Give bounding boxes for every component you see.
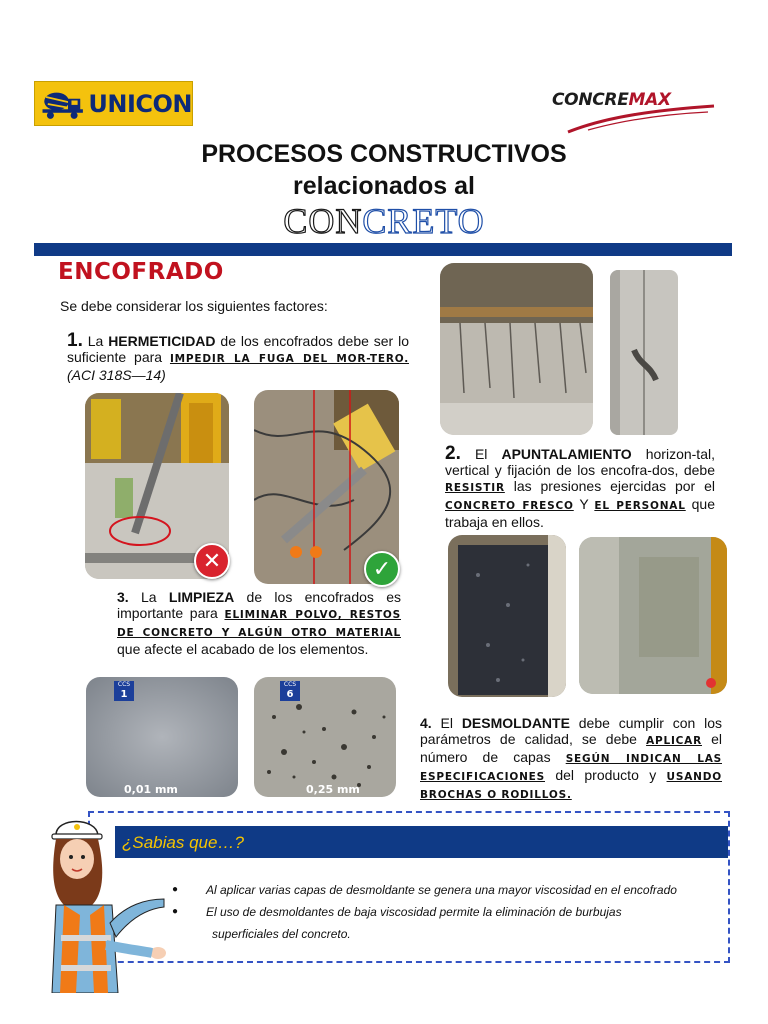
tip-bullet-2-line-1: El uso de desmoldantes de baja viscosidad permite la eliminación de burbujas (206, 905, 622, 919)
section-heading: ENCOFRADO (58, 259, 224, 285)
sample-tag-1: CCS 1 (117, 681, 131, 700)
surface-2-label: 0,25 mm (306, 783, 360, 796)
mixer-truck-icon (39, 84, 86, 124)
tip-bullet-2-line-2: superficiales del concreto. (212, 927, 351, 941)
concrete-wall-photo (579, 537, 727, 694)
item-3-paragraph: 3. La LIMPIEZA de los encofrados es importante para ELIMINAR POLVO, RESTOS DE CONCRETO Y ALGÚN OTRO MATERIAL que afecte el acabado de los elementos. (117, 589, 401, 657)
item-4-paragraph: 4. El DESMOLDANTE debe cumplir con los parámetros de calidad, se debe APLICAR el número de capas SEGÚN INDICAN LAS ESPECIFICACIONES del producto y USANDO BROCHAS O RODILLOS. (420, 715, 722, 801)
sample-tag-2: CCS 6 (283, 681, 297, 700)
release-agent-panel-photo (448, 535, 566, 697)
x-mark-icon: ✕ (194, 543, 230, 579)
bullet-icon: ● (172, 884, 179, 895)
surface-1-label: 0,01 mm (124, 783, 178, 796)
concremax-wordmark: CONCREMAX (552, 90, 671, 110)
surface-sample-photo-2 (254, 677, 396, 797)
title-line-1: PROCESOS CONSTRUCTIVOS (201, 140, 567, 168)
column-joint-photo (610, 270, 678, 435)
surface-sample-photo-1 (86, 677, 238, 797)
slab-formwork-photo (440, 263, 593, 435)
intro-text: Se debe considerar los siguientes factores: (60, 298, 328, 314)
item-1-paragraph: 1. La HERMETICIDAD de los encofrados debe ser lo suficiente para IMPEDIR LA FUGA DEL MOR-TERO. (ACI 318S—14) (67, 330, 409, 383)
item-2-paragraph: 2. El APUNTALAMIENTO horizon-tal, vertical y fijación de los encofra-dos, debe RESISTIR las presiones ejercidas por el CONCRETO FRESCO Y EL PERSONAL que trabaja en ellos. (445, 443, 715, 530)
title-concreto: CONCRETO (283, 201, 485, 241)
title-line-2: relacionados al (292, 172, 476, 200)
concremax-logo (548, 86, 718, 136)
swoosh-icon (548, 86, 718, 136)
unicon-logo (34, 81, 193, 126)
check-mark-icon: ✓ (364, 551, 400, 587)
worker-illustration (46, 815, 166, 993)
tip-title: ¿Sabias que…? (122, 833, 244, 852)
bullet-icon: ● (172, 906, 179, 917)
tip-bullet-1: Al aplicar varias capas de desmoldante se genera una mayor viscosidad en el encofrado (206, 883, 677, 897)
header-divider-bar (34, 243, 732, 256)
unicon-wordmark: UNICON (88, 89, 192, 118)
